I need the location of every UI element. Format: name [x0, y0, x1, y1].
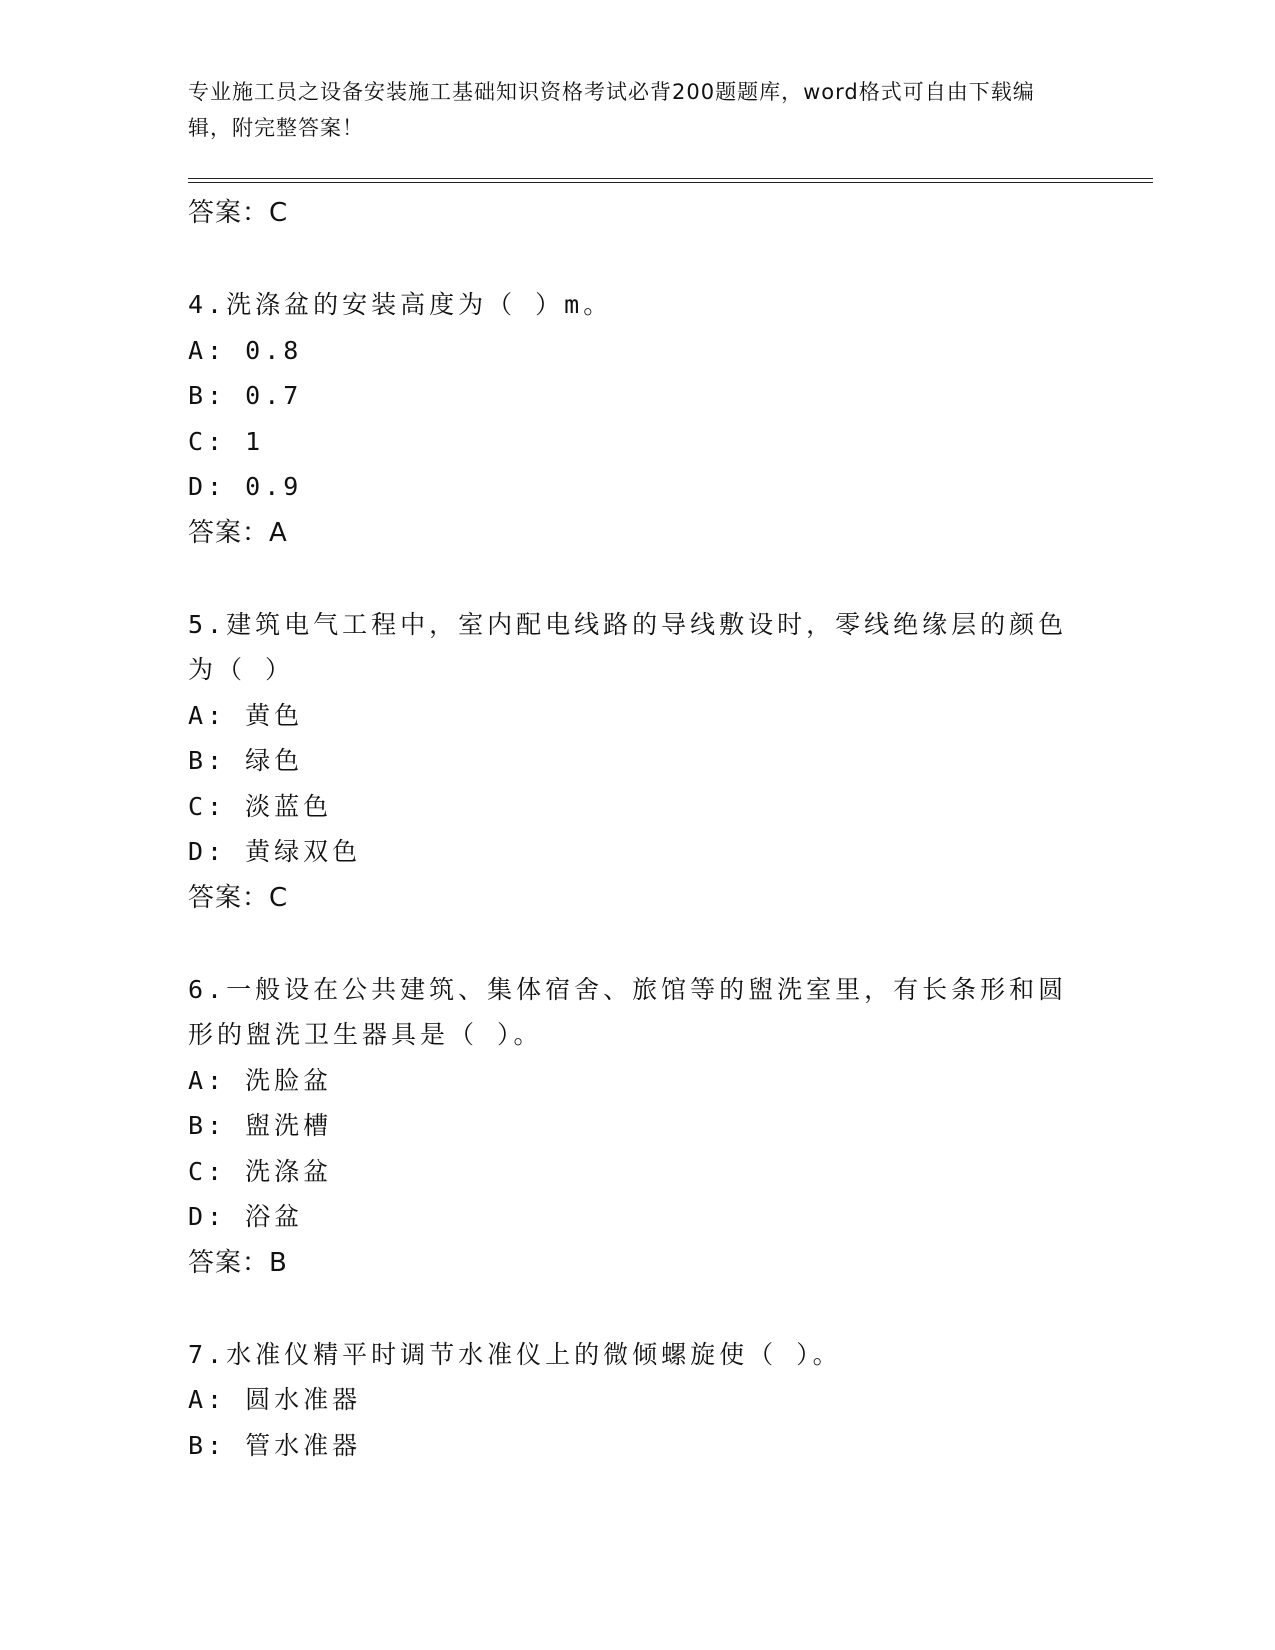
answer-line: 答案：B [188, 1247, 288, 1278]
answer-line: 答案：C [188, 882, 289, 913]
option-b: B: 0.7 [188, 381, 303, 410]
question-block [188, 602, 1088, 921]
option-b: B: 盥洗槽 [188, 1111, 333, 1140]
option-c: C: 淡蓝色 [188, 791, 333, 821]
option-a: A: 圆水准器 [188, 1385, 362, 1414]
option-a: A: 0.8 [188, 335, 303, 365]
question-text: 6.一般设在公共建筑、集体宿舍、旅馆等的盥洗室里，有长条形和圆形的盥洗卫生器具是（ ）。 [188, 974, 1068, 1049]
option-d: D: 浴盆 [188, 1202, 304, 1231]
question-block [188, 1332, 1088, 1469]
answer-line: 答案：A [188, 517, 288, 548]
question-text: 4.洗涤盆的安装高度为（ ）m。 [188, 290, 613, 319]
option-c: C: 1 [188, 426, 265, 456]
question-list [188, 190, 1088, 1468]
option-a: A: 黄色 [188, 700, 304, 730]
answer-line: 答案：C [188, 198, 289, 228]
question-block [188, 967, 1088, 1286]
question-text: 5.建筑电气工程中，室内配电线路的导线敷设时，零线绝缘层的颜色为（ ） [188, 609, 1068, 684]
question-block [188, 282, 1088, 556]
option-b: B: 管水准器 [188, 1430, 362, 1460]
option-b: B: 绿色 [188, 746, 304, 775]
option-d: D: 黄绿双色 [188, 837, 362, 866]
option-d: D: 0.9 [188, 472, 303, 501]
option-a: A: 洗脸盆 [188, 1065, 333, 1095]
question-text: 7.水准仪精平时调节水准仪上的微倾螺旋使（ ）。 [188, 1339, 842, 1369]
document-header: 专业施工员之设备安装施工基础知识资格考试必背200题题库，word格式可自由下载编辑，附完整答案！ [188, 80, 1035, 140]
option-c: C: 洗涤盆 [188, 1156, 333, 1186]
header-divider [188, 178, 1153, 183]
